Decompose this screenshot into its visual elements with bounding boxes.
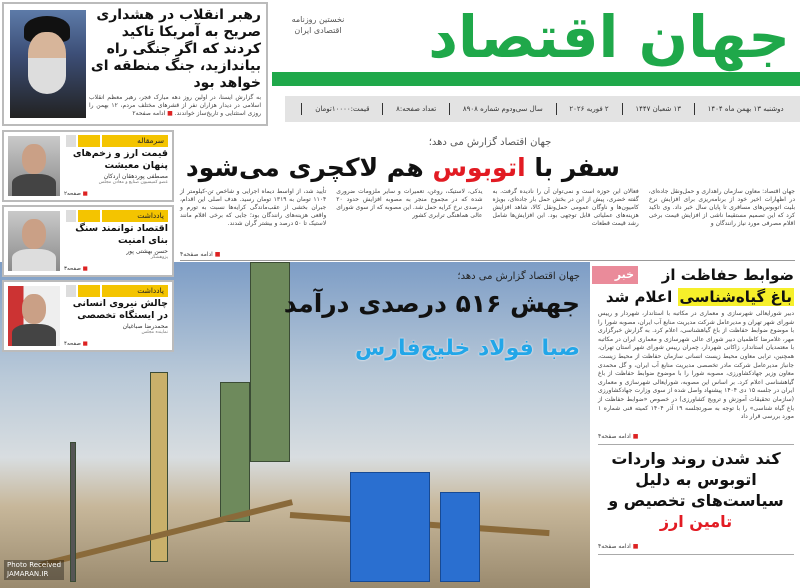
top-story-text-block <box>89 7 261 118</box>
text-column: جهان اقتصاد: معاون سازمان راهداری و حمل‌ونقل جاده‌ای، در اظهارات اخیر خود از برنامه‌ریزی برای افزایش نرخ بلیت اتوبوس‌های مسافری تا پایان سال خبر داد. وی تاکید کرد که این تصمیم مستقیما ناشی از افزایش قیمت برخی اقلام مصرفی مورد نیاز رانندگان و <box>648 188 795 227</box>
continued-link[interactable]: ■ صفحه۳ <box>64 266 88 273</box>
photo-story-kicker: جهان اقتصاد گزارش می دهد؛ <box>457 271 580 282</box>
text-column: تأیید شد، از اواسط دیماه اجرایی و شاخص تن-کیلومتر از ۱۱۰۴ تومان به ۱۳۱۹ تومان رسید. هدف اصلی این اقدام، جبران بخشی از عقب‌ماندگی کرایه‌ها نسبت به تورم و واقعی هزینه‌های رانندگان بود؛ جایی که برخی اقلام مانند لاستیک تا ۵۰ درصد و بیشتر گران شدند. <box>180 188 327 227</box>
opinion-author: محمدرضا صباغیان <box>122 323 168 330</box>
top-story[interactable] <box>2 2 268 126</box>
opinion-title[interactable]: قیمت ارز و زخم‌های پنهان معیشت <box>72 148 168 171</box>
headline-highlight: تامین ارز <box>659 511 733 531</box>
opinion-tag: سرمقاله <box>102 135 168 147</box>
botanical-garden-body: دبیر شورایعالی شهرسازی و معماری در مکاتبه با استاندار، شهردار و رییس شورای شهر تهران و مدیرعامل شرکت مدیریت منابع آب ایران، مصوبه شورا را با موضوع ضوابط حفاظت از باغ گیاهشناسی، اعلام کرد. به گزارش خبرگزاری مهر، غلامرضا کاظمیان دبیر شورای عالی شهرسازی و معماری ایران در مکاتبه با معتمدیان استاندار، زاکانی شهردار، چمران رییس شورای شهر استان تهران، همچنین، ترابی معاون محیط زیست انسانی سازمان حفاظت از محیط زیست، جانباز مدیرعامل شرکت مادر تخصصی مدیریت منابع آب ایران، و گل محمدی معاون وزیر جهادکشاورزی، مصوبه شورا را با موضوع ضوابط حفاظت از باغ گیاهشناسی اعلام کرد. بر اساس این مصوبه، شورایعالی شهرسازی و معماری ایران در جلسه ۱۵ دی ۱۴۰۴ پیشنهاد واصل شده از سوی وزارت جهادکشاورزی (سازمان تحقیقات آموزش و ترویج کشاورزی) در خصوص «ضوابط حفاظت از باغ گیاه شناسی» را با توجه به صورتجلسه ۱۹ آذر ۱۴۰۴ کمیته فنی شماره ۱ مورد بررسی قرار داد <box>598 310 794 421</box>
date-solar: دوشنبه ۱۳ بهمن ماه ۱۴۰۴ <box>707 105 784 113</box>
headline-part: ضوابط حفاظت از <box>661 266 794 284</box>
top-story-headline[interactable]: رهبر انقلاب در هشداری صریح به آمریکا تاکید کردند که اگر جنگی راه بیاندازید، جنگ منطقه ای خواهد بود <box>90 7 261 91</box>
headline-part: سفر با <box>534 153 620 182</box>
author-photo <box>8 286 60 346</box>
opinion-author-role: پژوهشگر <box>150 255 168 260</box>
opinion-author: مصطفی پوردهقان اردکان <box>103 173 168 180</box>
top-story-body <box>89 94 261 118</box>
date-lunar: ۱۳ شعبان ۱۴۴۷ <box>635 105 681 113</box>
price: قیمت:۱۰۰۰۰تومان <box>315 105 370 113</box>
opinion-box[interactable] <box>2 130 174 202</box>
author-photo <box>8 136 60 196</box>
continued-link[interactable]: ■ ادامه صفحه۴ <box>598 433 638 440</box>
opinion-text <box>62 210 168 261</box>
leader-photo <box>10 10 86 118</box>
opinion-tag-row <box>62 135 168 147</box>
opinion-title[interactable]: چالش نیروی انسانی در ایستگاه تخصصی <box>72 298 168 321</box>
headline-part: اعلام شد <box>605 288 673 306</box>
botanical-garden-header <box>598 264 794 308</box>
divider <box>598 444 794 445</box>
opinion-title[interactable]: اقتصاد توانمند سنگ بنای امنیت <box>75 223 168 246</box>
page-count: تعداد صفحه:۸ <box>396 105 437 113</box>
top-story-text: به گزارش ایسنا، در اولین روز دهه مبارک فجر، رهبر معظم انقلاب اسلامی در دیدار هزاران نفر از قشرهای مختلف مردم، ۱۲ بهمن را روزی استثنایی و تاریخ‌ساز خواندند. <box>89 94 261 117</box>
green-tower <box>220 382 250 522</box>
bus-import-headline[interactable] <box>598 448 794 532</box>
opinion-tag-row <box>62 210 168 222</box>
divider <box>301 103 302 115</box>
main-story-kicker: جهان اقتصاد گزارش می دهد؛ <box>428 137 552 148</box>
news-tag: خبر <box>592 266 638 284</box>
headline-highlight: باغ گیاه‌شناسی <box>679 288 792 306</box>
continued-link[interactable]: ■ ادامه صفحه۲ <box>132 110 172 117</box>
divider <box>180 260 795 261</box>
tagline-line1: نخستین روزنامه <box>291 15 345 24</box>
continued-link[interactable]: ■ ادامه صفحه۴ <box>180 251 220 259</box>
opinion-box[interactable] <box>2 205 174 277</box>
opinion-tag-row <box>62 285 168 297</box>
opinion-text <box>62 285 168 336</box>
divider <box>449 103 450 115</box>
main-story-body <box>180 188 795 228</box>
headline-part: کند شدن روند واردات اتوبوس به دلیل سیاست‌های تخصیص و <box>608 448 784 510</box>
continued-link[interactable]: ■ صفحه۴ <box>64 341 88 348</box>
divider <box>694 103 695 115</box>
photo-credit-watermark <box>4 560 64 580</box>
right-column <box>592 262 800 588</box>
date-gregorian: ۲ فوریه ۲۰۲۶ <box>569 105 609 113</box>
opinion-box[interactable] <box>2 280 174 352</box>
continued-link[interactable]: ■ صفحه۲ <box>64 191 88 198</box>
headline-highlight: اتوبوس <box>432 153 526 182</box>
newspaper-name: جهان اقتصاد <box>428 3 790 71</box>
photo-story-headline[interactable]: جهش ۵۱۶ درصدی درآمد <box>283 289 580 318</box>
photo-story-subheadline[interactable]: صبا فولاد خلیج‌فارس <box>354 336 580 361</box>
light-pole <box>70 442 76 582</box>
text-column: یدکی، لاستیک، روغن، تعمیرات و سایر ملزومات ضروری شده که در مجموع منجر به مصوبه افزایش حدود ۲۰ درصدی نرخ کرایه حمل شد. این مصوبه که از سوی شورای عالی هماهنگی ترابری کشور <box>336 188 483 219</box>
divider <box>598 554 794 555</box>
opinion-tag: یادداشت <box>102 285 168 297</box>
masthead-logo <box>272 0 800 92</box>
blue-building <box>350 472 430 582</box>
issue-number: سال سی‌ودوم شماره ۸۹۰۸ <box>462 105 543 113</box>
continued-link[interactable]: ■ ادامه صفحه۴ <box>598 543 638 550</box>
opinion-author-role: نماینده مجلس <box>141 330 168 335</box>
blue-building <box>440 492 480 582</box>
opinion-text <box>62 135 168 186</box>
opinion-tag: یادداشت <box>102 210 168 222</box>
watermark-line1: Photo Received <box>7 561 62 569</box>
watermark-line2: JAMARAN.IR <box>7 570 49 578</box>
author-photo <box>8 211 60 271</box>
opinion-author: حسن بهشتی پور <box>126 248 168 255</box>
issue-info-bar <box>285 96 800 122</box>
tagline-line2: اقتصادی ایران <box>294 26 342 35</box>
divider <box>556 103 557 115</box>
divider <box>622 103 623 115</box>
headline-part: هم لاکچری می‌شود <box>185 153 424 182</box>
masthead-tagline <box>276 14 360 36</box>
main-story-headline[interactable] <box>185 152 620 184</box>
divider <box>382 103 383 115</box>
logo-underline <box>272 72 800 86</box>
text-column: فعالان این حوزه است و نمی‌توان آن را نادیده گرفت. به گفته خضری، پیش از این در بخش حمل بار جاده‌ای، بویژه کامیون‌ها و ناوگان عمومی حمل‌ونقل کالا، شاهد افزایش هزینه‌های عملیاتی قابل توجهی بود. این افزایش‌ها شامل رشد قیمت قطعات <box>492 188 639 227</box>
opinion-author-role: عضو کمیسیون صنایع و معادن مجلس <box>98 180 168 185</box>
